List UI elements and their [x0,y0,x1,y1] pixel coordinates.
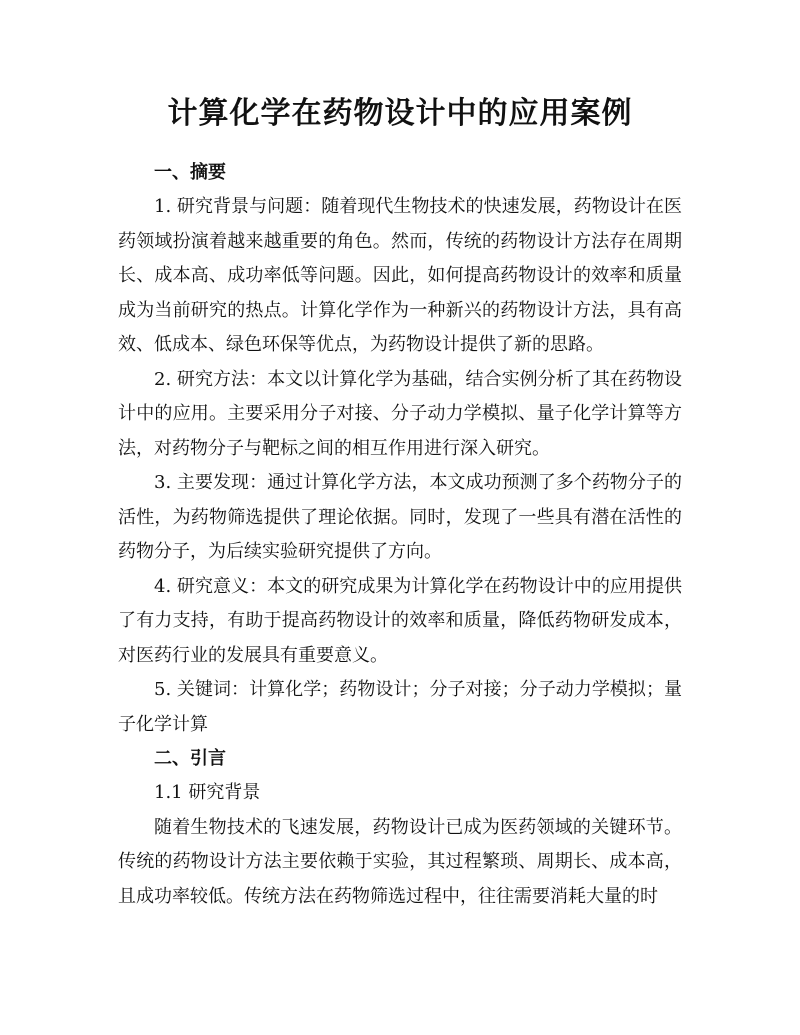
abstract-paragraph-findings: 3. 主要发现：通过计算化学方法，本文成功预测了多个药物分子的活性，为药物筛选提供了理论依据。同时，发现了一些具有潜在活性的药物分子，为后续实验研究提供了方向。 [118,472,682,562]
intro-paragraph: 随着生物技术的飞速发展，药物设计已成为医药领域的关键环节。传统的药物设计方法主要依赖于实验，其过程繁琐、周期长、成本高，且成功率较低。传统方法在药物筛选过程中，往往需要消耗大量的时 [118,816,682,907]
section-heading-introduction: 二、引言 [154,748,226,769]
section-heading-abstract: 一、摘要 [154,162,226,183]
abstract-paragraph-keywords: 5. 关键词：计算化学；药物设计；分子对接；分子动力学模拟；量子化学计算 [118,679,682,735]
document-title: 计算化学在药物设计中的应用案例 [167,96,633,131]
abstract-paragraph-significance: 4. 研究意义：本文的研究成果为计算化学在药物设计中的应用提供了有力支持，有助于提高药物设计的效率和质量，降低药物研发成本，对医药行业的发展具有重要意义。 [118,575,682,666]
subsection-heading-research-background: 1.1 研究背景 [154,782,261,803]
abstract-paragraph-methods: 2. 研究方法：本文以计算化学为基础，结合实例分析了其在药物设计中的应用。主要采用分子对接、分子动力学模拟、量子化学计算等方法，对药物分子与靶标之间的相互作用进行深入研究。 [118,368,682,459]
abstract-paragraph-background: 1. 研究背景与问题：随着现代生物技术的快速发展，药物设计在医药领域扮演着越来越重要的角色。然而，传统的药物设计方法存在周期长、成本高、成功率低等问题。因此，如何提高药物设计的效率和质量成为当前研究的热点。计算化学作为一种新兴的药物设计方法，具有高效、低成本、绿色环保等优点，为药物设计提供了新的思路。 [118,196,682,355]
